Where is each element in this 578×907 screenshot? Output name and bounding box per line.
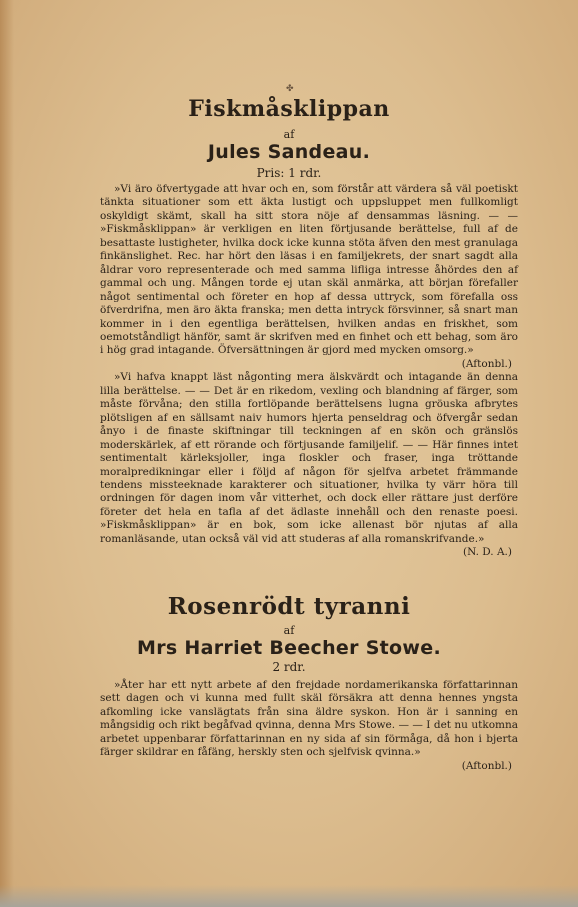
book2-author: Mrs Harriet Beecher Stowe.	[137, 637, 441, 659]
book1-reviews	[100, 183, 518, 560]
book1-author: Jules Sandeau.	[207, 141, 371, 163]
book2-by: af	[283, 624, 295, 637]
book1-by: af	[283, 128, 295, 141]
book1-title: Fiskmåsklippan	[188, 96, 390, 122]
paper-bottom-edge	[0, 885, 578, 907]
book2-review-1-source: (Aftonbl.)	[461, 759, 512, 772]
book1-review-1: »Vi äro öfvertygade att hvar och en, som förstår att värdera så väl poetiskt tänkta situationer som ett äkta lustigt och uppsluppet men fullkomligt oskyldigt skämt, skall ha sitt stora nöje af densammas läsning. — — »Fiskmåsklippan» är verkligen en liten förtjusande berättelse, full af de besattaste lustigheter, hvilka dock icke kunna stöta äfven den mest granulaga finkänslighet. Rec. har hört den läsas i en familjekrets, der snart sagdt alla åldrar voro representerade och med samma lifliga intresse åhördes den af gammal och ung. Mången torde ej utan skäl anmärka, att början förefaller något sentimental och företer en hop af dessa uttryck, som förefalla oss öfverdrifna, men äro äkta franska; men detta intryck försvinner, så snart man kommer in i den egentliga berättelsen, hvilken andas en friskhet, som oemotståndligt hänför, samt är skrifven med en finhet och ett behag, som äro i hög grad intagande. Öfversättningen är gjord med mycken omsorg.»	[100, 183, 518, 357]
book1-review-2: »Vi hafva knappt läst någonting mera älskvärdt och intagande än denna lilla berättelse. — — Det är en rikedom, vexling och blandning af färger, som måste förvåna; den stilla fortlöpande berättelsens lugna gröuska afbrytes plötsligen af en sällsamt naiv humors hjerta penseldrag och öfvergår sedan ånyo i de finaste skiftningar till teckningen af en skön och gränslös moderskärlek, af ett rörande och förtjusande familjelif. — — Här finnes intet sentimentalt kärleksjoller, inga floskler och fraser, inga tröttande moralpredikningar eller i följd af någon för sjelfva arbetet främmande tendens missteeknade karakterer och situationer, hvilka ty värr höra till ordningen för dagen inom vår vitterhet, och dock eller rättare just derföre företer det hela en tafla af det ädlaste innehåll och den renaste poesi. »Fiskmåsklippan» är en bok, som icke allenast bör njutas af alla romanläsande, utan också väl vid att studeras af alla romanskrifvande.»	[100, 371, 518, 545]
ornament-mark: ✤	[286, 84, 294, 94]
book1-review-2-source: (N. D. A.)	[462, 546, 512, 559]
book1-review-1-source: (Aftonbl.)	[461, 357, 512, 370]
book2-price: 2 rdr.	[272, 660, 306, 674]
book2-title: Rosenrödt tyranni	[167, 593, 411, 620]
book2-review-1: »Åter har ett nytt arbete af den frejdade nordamerikanska författarinnan sett dagen och vi kunna med fullt skäl försäkra att denna hennes yngsta afkomling icke vanslägtats från sina äldre syskon. Hon är i sanning en mångsidig och rikt begåfvad qvinna, denna Mrs Stowe. — — I det nu utkomna arbetet uppenbarar författarinnan en ny sida af sin förmåga, då hon i bjerta färger skildrar en fåfäng, herskly sten och sjelfvisk qvinna.»	[100, 679, 518, 759]
book2-reviews	[100, 679, 518, 773]
book1-price: Pris: 1 rdr.	[256, 166, 322, 180]
